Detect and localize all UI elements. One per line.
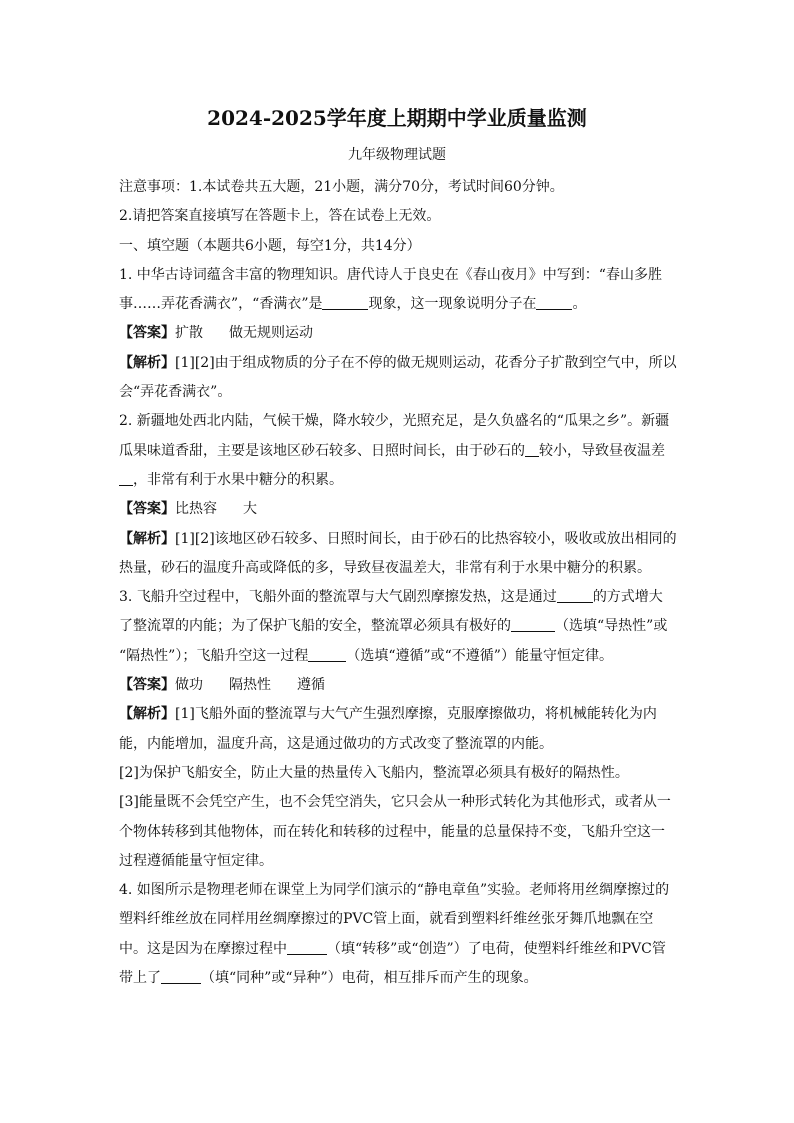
answer-blank xyxy=(308,645,346,662)
q3-line-1 xyxy=(119,583,675,612)
q3-analysis-3: [2]为保护飞船安全，防止大量的热量传入飞船内，整流罩必须具有极好的隔热性。 xyxy=(119,764,629,781)
q3-text: 的方式增大 xyxy=(592,589,663,606)
answer-value: 扩散 xyxy=(175,325,203,342)
q3-text: 3. 飞船升空过程中，飞船外面的整流罩与大气剧烈摩擦发热，这是通过 xyxy=(119,589,557,606)
answer-blank xyxy=(557,586,593,603)
section-heading: 一、填空题（本题共6小题，每空1分，共14分） xyxy=(119,237,421,254)
q4-line-2: 塑料纤维丝放在同样用丝绸摩擦过的PVC管上面，就看到塑料纤维丝张牙舞爪地飘在空 xyxy=(119,911,654,928)
answer-value: 大 xyxy=(243,501,257,518)
q3-line-2 xyxy=(119,612,675,641)
q4-line-4 xyxy=(119,964,675,993)
answer-blank xyxy=(525,440,539,457)
analysis-tag: 【解析】 xyxy=(119,706,175,723)
q3-analysis-2: 能，内能增加，温度升高，这是通过做功的方式改变了整流罩的内能。 xyxy=(119,735,553,752)
q3-text: “隔热性”）；飞船升空这一过程 xyxy=(119,647,309,664)
q1-text: 事……弄花香满衣”，“香满衣”是 xyxy=(119,296,323,313)
q3-text: 了整流罩的内能；为了保护飞船的安全，整流罩必须具有极好的 xyxy=(119,618,511,635)
analysis-text: [1][2]该地区砂石较多、日照时间长，由于砂石的比热容较小，吸收或放出相同的 xyxy=(175,530,677,547)
notes-line-1: 注意事项：1.本试卷共五大题，21小题，满分70分，考试时间60分钟。 xyxy=(119,179,564,195)
q1-text: 。 xyxy=(572,296,587,313)
analysis-text: [1][2]由于组成物质的分子在不停的做无规则运动，花香分子扩散到空气中，所以 xyxy=(175,354,677,371)
q2-text: 瓜果味道香甜，主要是该地区砂石较多、日照时间长，由于砂石的 xyxy=(119,442,525,459)
exam-content xyxy=(119,173,675,993)
q3-analysis-4: [3]能量既不会凭空产生，也不会凭空消失，它只会从一种形式转化为其他形式，或者从一 xyxy=(119,794,671,811)
q2-analysis-2: 热量，砂石的温度升高或降低的多，导致昼夜温差大，非常有利于水果中糖分的积累。 xyxy=(119,559,651,576)
q4-text: （填“转移”或“创造”）了电荷，使塑料纤维丝和PVC管 xyxy=(327,940,666,957)
analysis-tag: 【解析】 xyxy=(119,530,175,547)
answer-blank xyxy=(161,967,201,984)
q2-line-1: 2. 新疆地处西北内陆，气候干燥，降水较少，光照充足，是久负盛名的“瓜果之乡”。新疆 xyxy=(119,413,670,430)
q2-text: ，非常有利于水果中糖分的积累。 xyxy=(133,471,343,488)
analysis-tag: 【解析】 xyxy=(119,354,175,371)
q3-line-3 xyxy=(119,642,675,671)
q3-text: （选填“导热性”或 xyxy=(555,618,668,635)
analysis-text: [1]飞船外面的整流罩与大气产生强烈摩擦，克服摩擦做功，将机械能转化为内 xyxy=(175,706,657,723)
q1-answer xyxy=(119,319,675,348)
answer-value: 隔热性 xyxy=(229,677,271,694)
exam-subtitle: 九年级物理试题 xyxy=(348,147,446,163)
q2-line-3 xyxy=(119,466,675,495)
answer-blank xyxy=(322,293,368,310)
q1-line-1: 1. 中华古诗词蕴含丰富的物理知识。唐代诗人于良史在《春山夜月》中写到：“春山多胜 xyxy=(119,266,662,283)
q1-line-2 xyxy=(119,290,675,319)
answer-tag: 【答案】 xyxy=(119,501,175,518)
exam-title: 2024-2025学年度上期期中学业质量监测 xyxy=(207,106,587,130)
answer-value: 遵循 xyxy=(297,677,325,694)
answer-value: 做无规则运动 xyxy=(229,325,313,342)
q1-text: 现象，这一现象说明分子在 xyxy=(368,296,537,313)
answer-blank xyxy=(511,615,555,632)
q2-line-2 xyxy=(119,437,675,466)
answer-tag: 【答案】 xyxy=(119,325,175,342)
q3-analysis-6: 过程遵循能量守恒定律。 xyxy=(119,852,273,869)
q3-answer xyxy=(119,671,675,700)
q2-analysis-1 xyxy=(119,525,675,554)
answer-value: 比热容 xyxy=(175,501,217,518)
q4-line-1: 4. 如图所示是物理老师在课堂上为同学们演示的“静电章鱼”实验。老师将用丝绸摩擦过的 xyxy=(119,882,670,899)
q3-analysis-5: 个物体转移到其他物体，而在转化和转移的过程中，能量的总量保持不变，飞船升空这一 xyxy=(119,823,665,840)
q1-analysis-2: 会“弄花香满衣”。 xyxy=(119,384,232,401)
q4-text: 中。这是因为在摩擦过程中 xyxy=(119,940,287,957)
answer-value: 做功 xyxy=(175,677,203,694)
q4-text: 带上了 xyxy=(119,970,161,987)
q2-answer xyxy=(119,495,675,524)
q3-analysis-1 xyxy=(119,700,675,729)
q4-line-3 xyxy=(119,935,675,964)
notes-line-2: 2.请把答案直接填写在答题卡上，答在试卷上无效。 xyxy=(119,208,441,225)
answer-blank xyxy=(287,938,327,955)
q2-text: 较小，导致昼夜温差 xyxy=(539,442,665,459)
q3-text: （选填“遵循”或“不遵循”）能量守恒定律。 xyxy=(346,647,613,664)
answer-blank xyxy=(119,469,133,486)
answer-blank xyxy=(536,293,572,310)
q4-text: （填“同种”或“异种”）电荷，相互排斥而产生的现象。 xyxy=(201,970,538,987)
q1-analysis-1 xyxy=(119,349,675,378)
answer-tag: 【答案】 xyxy=(119,677,175,694)
